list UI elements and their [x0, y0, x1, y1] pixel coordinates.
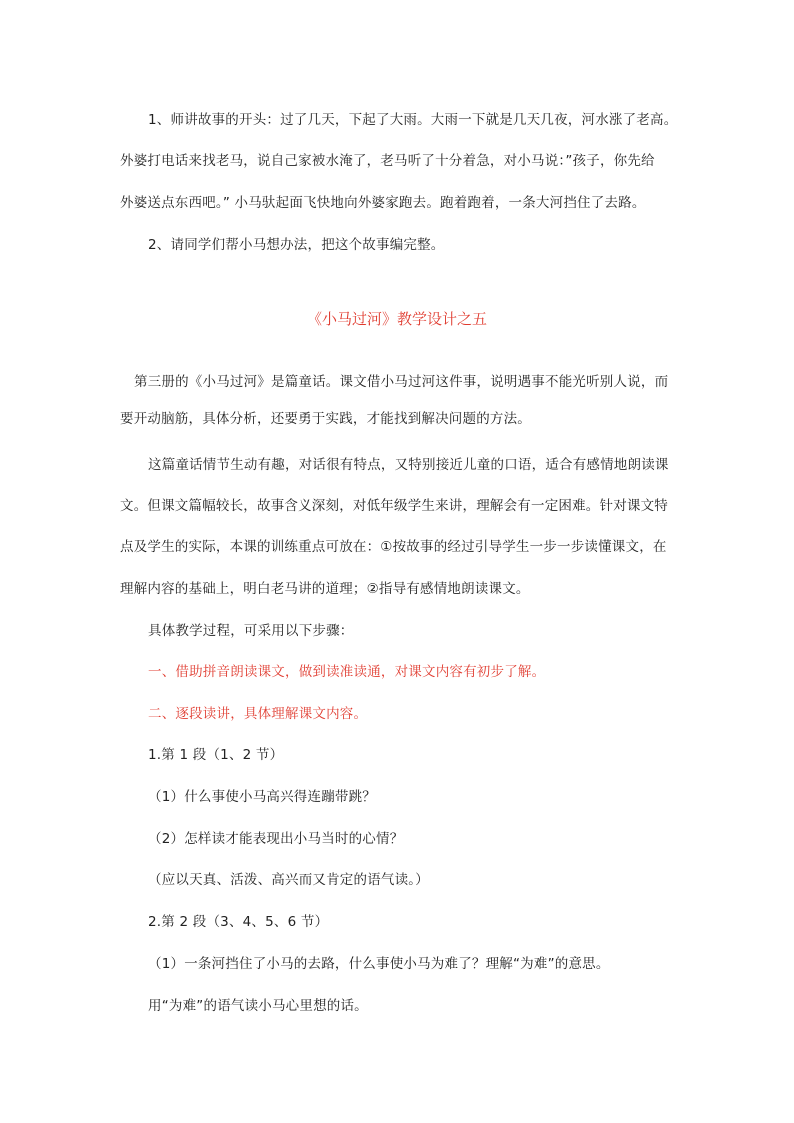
paragraph-line: 理解内容的基础上，明白老马讲的道理；②指导有感情地朗读课文。 — [120, 581, 530, 597]
paragraph-line: 这篇童话情节生动有趣，对话很有特点，又特别接近儿童的口语，适合有感情地朗读课 — [148, 457, 669, 473]
question-line: （1）什么事使小马高兴得连蹦带跳？ — [148, 789, 376, 805]
step-heading-1: 一、借助拼音朗读课文，做到读准读通，对课文内容有初步了解。 — [148, 664, 546, 680]
section-line: 2.第 2 段（3、4、5、6 节） — [148, 914, 329, 930]
step-heading-2: 二、逐段读讲，具体理解课文内容。 — [148, 706, 368, 722]
paragraph-line: 点及学生的实际，本课的训练重点可放在：①按故事的经过引导学生一步一步读懂课文，在 — [120, 539, 667, 555]
question-line: （2）怎样读才能表现出小马当时的心情？ — [148, 831, 404, 847]
paragraph-line: 外婆送点东西吧。” 小马驮起面飞快地向外婆家跑去。跑着跑着，一条大河挡住了去路。 — [120, 195, 646, 211]
note-line: 用“为难”的语气读小马心里想的话。 — [148, 998, 368, 1014]
paragraph-line: 文。但课文篇幅较长，故事含义深刻，对低年级学生来讲，理解会有一定困难。针对课文特 — [120, 498, 668, 514]
paragraph-line: 要开动脑筋，具体分析，还要勇于实践，才能找到解决问题的方法。 — [120, 411, 531, 427]
note-line: （应以天真、活泼、高兴而又肯定的语气读。） — [148, 872, 429, 888]
paragraph-line: 2、请同学们帮小马想办法，把这个故事编完整。 — [148, 237, 445, 253]
document-title: 《小马过河》教学设计之五 — [306, 310, 487, 328]
question-line: （1）一条河挡住了小马的去路，什么事使小马为难了？理解“为难”的意思。 — [148, 956, 610, 972]
section-line: 1.第 1 段（1、2 节） — [148, 747, 284, 763]
paragraph-line: 外婆打电话来找老马，说自己家被水淹了，老马听了十分着急，对小马说：”孩子，你先给 — [120, 153, 655, 169]
paragraph-line: 1、师讲故事的开头：过了几天，下起了大雨。大雨一下就是几天几夜，河水涨了老高。 — [148, 112, 678, 128]
paragraph-line: 第三册的《小马过河》是篇童话。课文借小马过河这件事，说明遇事不能光听别人说，而 — [134, 374, 669, 390]
paragraph-line: 具体教学过程，可采用以下步骤： — [148, 623, 354, 639]
